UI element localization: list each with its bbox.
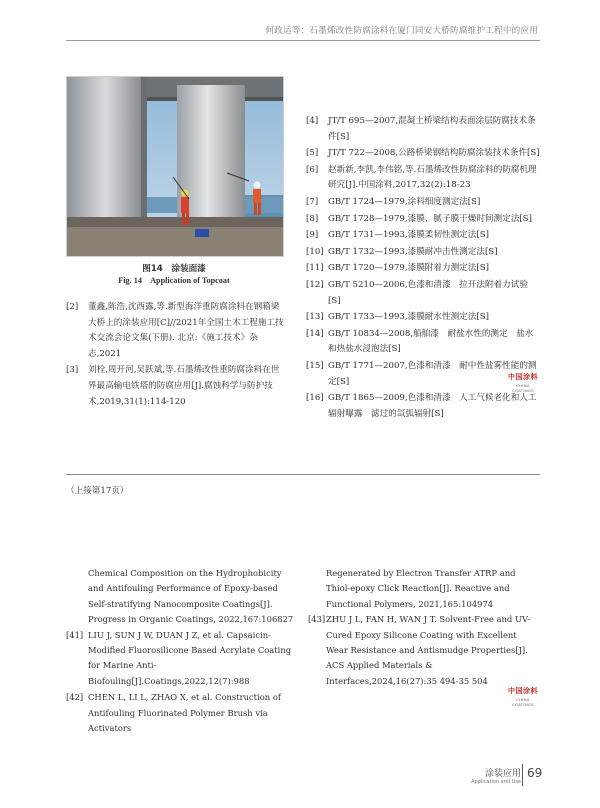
reference-text: GB/T 5210—2006,色漆和清漆 拉开法附着力试验[S]: [328, 279, 528, 306]
reference-item: [306, 212, 540, 228]
reference-item: [306, 261, 540, 277]
logo-name-cn: 中国涂料: [508, 373, 538, 381]
reference-item: [306, 391, 540, 422]
reference-item: [306, 278, 540, 309]
reference-item: [66, 628, 294, 690]
reference-text: CHEN L, LI L, ZHAO X, et al. Construction of Antifouling Fluorinated Polymer Brush via Activators: [88, 692, 281, 734]
reference-number: [9]: [306, 230, 319, 241]
page-number: 69: [527, 766, 543, 780]
journal-logo: [505, 372, 541, 393]
reference-number: [4]: [306, 116, 319, 126]
reference-text: JT/T 695—2007,混凝土桥梁结构表面涂层防腐技术条件[S]: [328, 116, 536, 142]
reference-item: [66, 300, 284, 362]
reference-number: [42]: [66, 692, 84, 703]
reference-number: [13]: [306, 312, 324, 323]
header-divider: [66, 40, 540, 41]
figure-photo: [66, 76, 284, 257]
reference-text: GB/T 1732—1993,漆膜耐冲击性测定法[S]: [328, 246, 498, 257]
reference-list-bottom-right: [308, 566, 540, 690]
reference-continuation: Regenerated by Electron Transfer ATRP and Thiol-epoxy Click Reaction[J]. Reactive and Functional Polymers, 2021,165:104974: [326, 568, 516, 609]
footer-section-en: Application and Use: [471, 779, 521, 785]
footer-section-cn: 涂装应用: [484, 769, 521, 779]
reference-text: ZHU J L, FAN H, WAN J T. Solvent-Free and UV-Cured Epoxy Silicone Coating with Excellent Wear Resistance and Antismudge Properties[J]. ACS Applied Materials & Interfaces,2024,16(27):35 494-35 504: [326, 614, 531, 686]
logo-name-en: CHINA COATINGS: [512, 383, 534, 393]
reference-text: GB/T 1724—1979,涂料细度测定法[S]: [328, 196, 481, 207]
reference-item: [306, 146, 540, 162]
reference-number: [6]: [306, 164, 319, 175]
reference-number: [5]: [306, 148, 319, 159]
reference-item: [306, 195, 540, 211]
footer-divider: [522, 764, 523, 786]
reference-continuation: Chemical Composition on the Hydrophobicity and Antifouling Performance of Epoxy-based Self-stratifying Nanocomposite Coatings[J]. Progress in Organic Coatings, 2022,167:106827: [88, 568, 294, 625]
reference-item: [66, 690, 294, 736]
reference-text: GB/T 1865—2009,色漆和清漆 人工气候老化和人工辐射曝露 滤过的氙弧辐射[S]: [328, 393, 537, 419]
footer-section-label: [471, 766, 521, 785]
reference-number: [41]: [66, 629, 84, 640]
reference-item: [306, 310, 540, 326]
reference-number: [3]: [66, 365, 79, 376]
reference-text: 董鑫,陈浩,沈西露,等.新型海洋重防腐涂料在钢箱梁大桥上的涂装应用[C]//2021年全国土木工程施工技术交流会论文集(下册). 北京:《施工技术》杂志,2021: [88, 302, 284, 359]
reference-number: [10]: [306, 246, 324, 257]
reference-item: [306, 245, 540, 261]
reference-list-bottom-left: [66, 566, 294, 737]
journal-logo-bottom: [505, 686, 541, 707]
reference-item: [306, 163, 540, 194]
reference-text: JT/T 722—2008,公路桥梁钢结构防腐涂装技术条件[S]: [328, 148, 540, 159]
reference-item: [66, 363, 284, 410]
reference-text: GB/T 1731—1993,漆膜柔韧性测定法[S]: [328, 230, 489, 241]
logo-name-en: CHINA COATINGS: [512, 697, 534, 707]
reference-item: [306, 114, 540, 145]
reference-text: GB/T 10834—2008,船舶漆 耐盐水性的测定 盐水和热盐水浸泡法[S]: [328, 328, 534, 355]
reference-number: [15]: [306, 360, 324, 371]
reference-text: 赵新新,李凯,李伟铭,等.石墨烯改性防腐涂料的防腐机理研究[J].中国涂料,2017,32(2):18-23: [328, 164, 537, 191]
reference-number: [43]: [308, 614, 326, 625]
reference-number: [8]: [306, 213, 319, 224]
reference-text: GB/T 1720—1979,漆膜附着力测定法[S]: [328, 263, 489, 274]
figure-caption-cn: 图14 涂装面漆: [142, 264, 206, 274]
reference-text: GB/T 1771—2007,色漆和清漆 耐中性盐雾性能的测定[S]: [328, 360, 537, 387]
logo-name-cn: 中国涂料: [508, 687, 538, 695]
reference-number: [14]: [306, 328, 324, 339]
running-header: 何政运等：石墨烯改性防腐涂料在厦门同安大桥防腐维护工程中的应用: [265, 26, 538, 36]
reference-number: [11]: [306, 263, 324, 274]
reference-list-left: [66, 300, 284, 411]
reference-item: [308, 612, 540, 689]
reference-text: GB/T 1733—1993,漆膜耐水性测定法[S]: [328, 312, 489, 323]
reference-text: LIU J, SUN J W, DUAN J Z, et al. Capsaicin-Modified Fluorosilicone Based Acrylate Coating for Marine Anti-Biofouling[J].Coatings,2022,12(7):988: [88, 629, 292, 686]
reference-item: [306, 327, 540, 358]
worker-figure-1: [181, 190, 189, 226]
reference-item: [306, 228, 540, 244]
reference-number: [12]: [306, 279, 324, 290]
continued-note: （上接第17页）: [66, 486, 129, 496]
reference-text: 刘栓,周开河,吴跃斌,等.石墨烯改性重防腐涂料在世界最高输电铁塔的防腐应用[J].腐蚀科学与防护技术,2019,31(1):114-120: [88, 365, 280, 407]
figure-caption-en: Fig. 14 Application of Topcoat: [118, 276, 230, 285]
worker-figure-2: [253, 182, 261, 216]
reference-number: [16]: [306, 393, 324, 404]
section-divider: [66, 474, 540, 475]
reference-number: [2]: [66, 302, 79, 312]
reference-number: [7]: [306, 196, 319, 207]
reference-text: GB/T 1728—1979,漆膜、腻子膜干燥时间测定法[S]: [328, 213, 532, 224]
